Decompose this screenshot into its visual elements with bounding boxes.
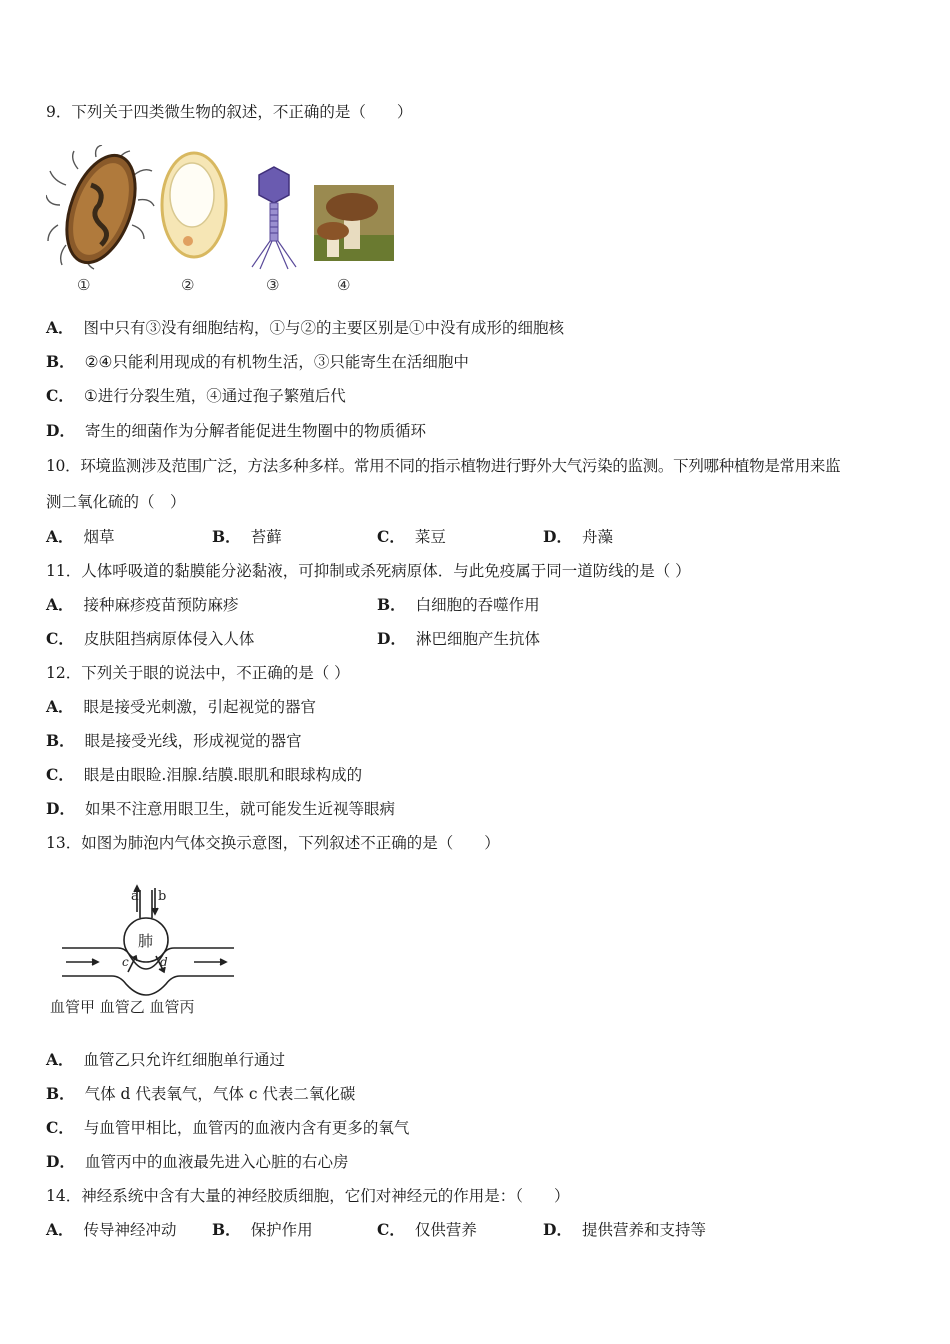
q9-option-a: A． 图中只有③没有细胞结构，①与②的主要区别是①中没有成形的细胞核	[46, 318, 565, 337]
q10-option-c: C． 菜豆	[377, 527, 446, 546]
q9-microbe-figure	[46, 145, 406, 275]
q10-option-b: B． 苔藓	[212, 527, 282, 546]
label-lung: 肺	[138, 932, 154, 950]
q13-option-a: A． 血管乙只允许红细胞单行通过	[46, 1050, 286, 1069]
q10-option-a: A． 烟草	[46, 527, 115, 546]
q12-option-b: B． 眼是接受光线，形成视觉的器官	[46, 731, 302, 750]
label-vessels: 血管甲 血管乙 血管丙	[50, 998, 195, 1016]
q13-option-d: D． 血管丙中的血液最先进入心脏的右心房	[46, 1152, 349, 1171]
q11-option-d: D． 淋巴细胞产生抗体	[377, 629, 540, 648]
yeast-image	[162, 153, 226, 257]
bacteriophage-image	[252, 167, 296, 269]
q13-option-b: B． 气体 d 代表氧气，气体 c 代表二氧化碳	[46, 1084, 356, 1103]
q9-option-c: C． ①进行分裂生殖，④通过孢子繁殖后代	[46, 386, 346, 405]
q13-alveolus-diagram	[46, 882, 246, 1022]
label-b: b	[158, 889, 167, 904]
q10-stem-line2: 测二氧化硫的（ ）	[46, 493, 186, 511]
q12-option-d: D． 如果不注意用眼卫生，就可能发生近视等眼病	[46, 799, 395, 818]
q14-stem: 14．神经系统中含有大量的神经胶质细胞，它们对神经元的作用是：（ ）	[46, 1187, 570, 1205]
q9-option-b: B． ②④只能利用现成的有机物生活，③只能寄生在活细胞中	[46, 352, 469, 371]
q9-option-d: D． 寄生的细菌作为分解者能促进生物圈中的物质循环	[46, 421, 426, 440]
q9-label-1: ①	[77, 276, 91, 294]
q12-option-a: A． 眼是接受光刺激，引起视觉的器官	[46, 697, 317, 716]
q11-stem: 11．人体呼吸道的黏膜能分泌黏液，可抑制或杀死病原体．与此免疫属于同一道防线的是（ ）	[46, 562, 691, 580]
q9-stem: 9．下列关于四类微生物的叙述，不正确的是（ ）	[46, 103, 413, 121]
q10-option-d: D． 舟藻	[543, 527, 613, 546]
bacterium-image	[46, 145, 154, 272]
q14-option-a: A． 传导神经冲动	[46, 1220, 177, 1239]
label-d: d	[160, 955, 168, 969]
q14-option-c: C． 仅供营养	[377, 1220, 477, 1239]
q9-label-3: ③	[266, 276, 280, 294]
q14-option-d: D． 提供营养和支持等	[543, 1220, 706, 1239]
q12-stem: 12．下列关于眼的说法中，不正确的是（ ）	[46, 664, 350, 682]
q11-option-b: B． 白细胞的吞噬作用	[377, 595, 540, 614]
q12-option-c: C． 眼是由眼睑.泪腺.结膜.眼肌和眼球构成的	[46, 765, 363, 784]
q11-option-c: C． 皮肤阻挡病原体侵入人体	[46, 629, 255, 648]
q9-label-2: ②	[181, 276, 195, 294]
mushroom-image	[314, 185, 394, 261]
q11-option-a: A． 接种麻疹疫苗预防麻疹	[46, 595, 239, 614]
q13-stem: 13．如图为肺泡内气体交换示意图，下列叙述不正确的是（ ）	[46, 834, 500, 852]
q14-option-b: B． 保护作用	[212, 1220, 313, 1239]
label-a: a	[131, 889, 139, 904]
q13-option-c: C． 与血管甲相比，血管丙的血液内含有更多的氧气	[46, 1118, 410, 1137]
q10-stem-line1: 10．环境监测涉及范围广泛，方法多种多样。常用不同的指示植物进行野外大气污染的监测。下列哪种植物是常用来监	[46, 457, 841, 475]
q9-label-4: ④	[337, 276, 351, 294]
label-c: c	[122, 955, 129, 969]
